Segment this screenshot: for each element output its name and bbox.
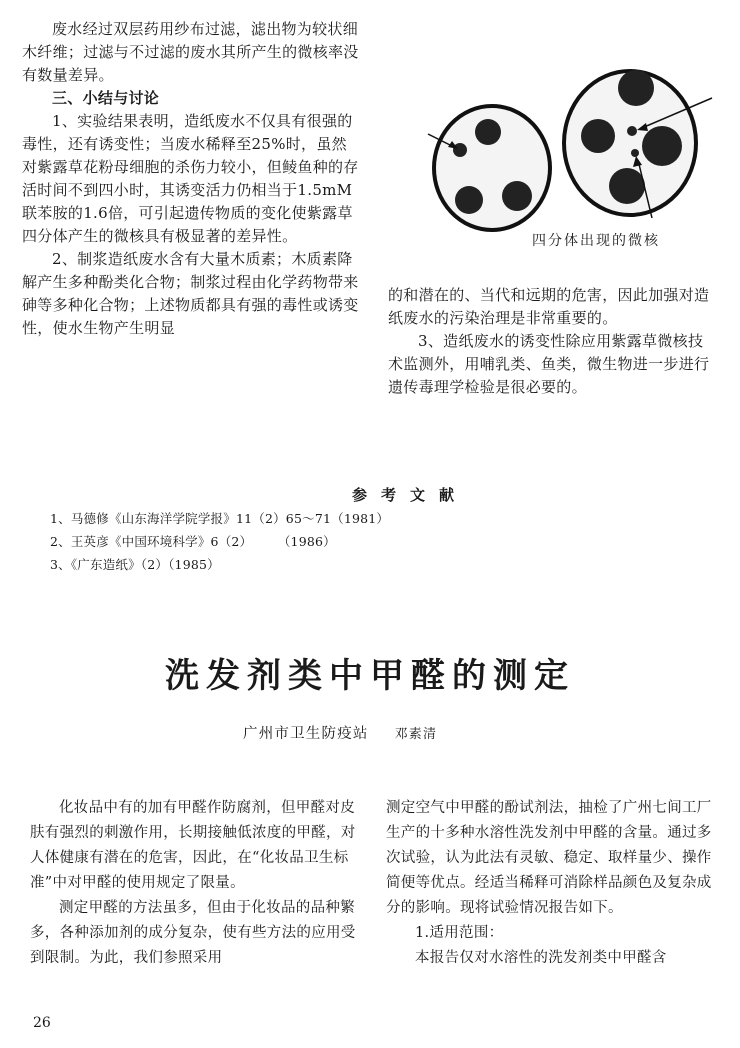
paragraph-scope: 本报告仅对水溶性的洗发剂类中甲醛含 (415, 950, 667, 966)
bottom-right-column (386, 796, 720, 971)
paragraph-conclusion-2: 2、制浆造纸废水含有大量木质素；木质素降解产生多种酚类化合物；制浆过程由化学药物带来砷等多种化合物；上述物质都具有强的毒性或诱变性，使水生物产生明显 (22, 250, 359, 337)
reference-item: 2、王英彦《中国环境科学》6（2） （1986） (50, 534, 336, 549)
paragraph-continuation: 的和潜在的、当代和远期的危害，因此加强对造纸废水的污染治理是非常重要的。 (388, 286, 710, 327)
micronucleus-figure (420, 28, 720, 253)
subsection-scope: 1.适用范围： (415, 925, 504, 941)
section-heading-summary: 三、小结与讨论 (52, 89, 160, 107)
references-section (50, 484, 690, 576)
paragraph-conclusion-3: 3、造纸废水的诱变性除应用紫露草微核技术监测外，用哺乳类、鱼类，微生物进一步进行遗传毒理学检验是很必要的。 (388, 332, 710, 396)
reference-item: 1、马德修《山东海洋学院学报》11（2）65～71（1981） (50, 511, 390, 526)
paragraph-method-continued: 测定空气中甲醛的酚试剂法，抽检了广州七间工厂生产的十多种水溶性洗发剂中甲醛的含量。通过多次试验，认为此法有灵敏、稳定、取样量少、操作简便等优点。经适当稀释可消除样品颜色及复杂成分的影响。现将试验情况报告如下。 (386, 800, 712, 916)
author: 邓素清 (394, 727, 438, 742)
bottom-left-column (30, 796, 360, 971)
reference-item: 3、《广东造纸》（2）（1985） (50, 557, 220, 572)
paragraph-intro: 化妆品中有的加有甲醛作防腐剂，但甲醛对皮肤有强烈的刺激作用，长期接触低浓度的甲醛，对人体健康有潜在的危害，因此，在“化妆品卫生标准”中对甲醛的使用规定了限量。 (30, 800, 356, 891)
paragraph-methods: 测定甲醛的方法虽多，但由于化妆品的品种繁多，各种添加剂的成分复杂，使有些方法的应用受到限制。为此，我们参照采用 (30, 900, 356, 966)
affiliation: 广州市卫生防疫站 (243, 726, 369, 742)
top-left-column (22, 18, 362, 340)
byline (243, 722, 437, 743)
micronucleus-photo (420, 28, 720, 253)
references-title: 参考文献 (351, 486, 468, 504)
top-right-column (388, 284, 718, 399)
page-number: 26 (33, 1015, 51, 1031)
paragraph-filtration: 废水经过双层药用纱布过滤，滤出物为较状细木纤维；过滤与不过滤的废水其所产生的微核率没有数量差异。 (22, 20, 359, 84)
figure-caption: 四分体出现的微核 (532, 233, 660, 249)
paragraph-conclusion-1: 1、实验结果表明，造纸废水不仅具有很强的毒性，还有诱变性；当废水稀释至25%时，虽然对紫露草花粉母细胞的杀伤力较小，但鲮鱼种的存活时间不到四小时，其诱变活力仍相当于1.5mM联苯胺的1.6倍，可引起遗传物质的变化使紫露草四分体产生的微核具有极显著的差异性。 (22, 112, 359, 245)
article-title: 洗发剂类中甲醛的测定 (165, 656, 575, 696)
